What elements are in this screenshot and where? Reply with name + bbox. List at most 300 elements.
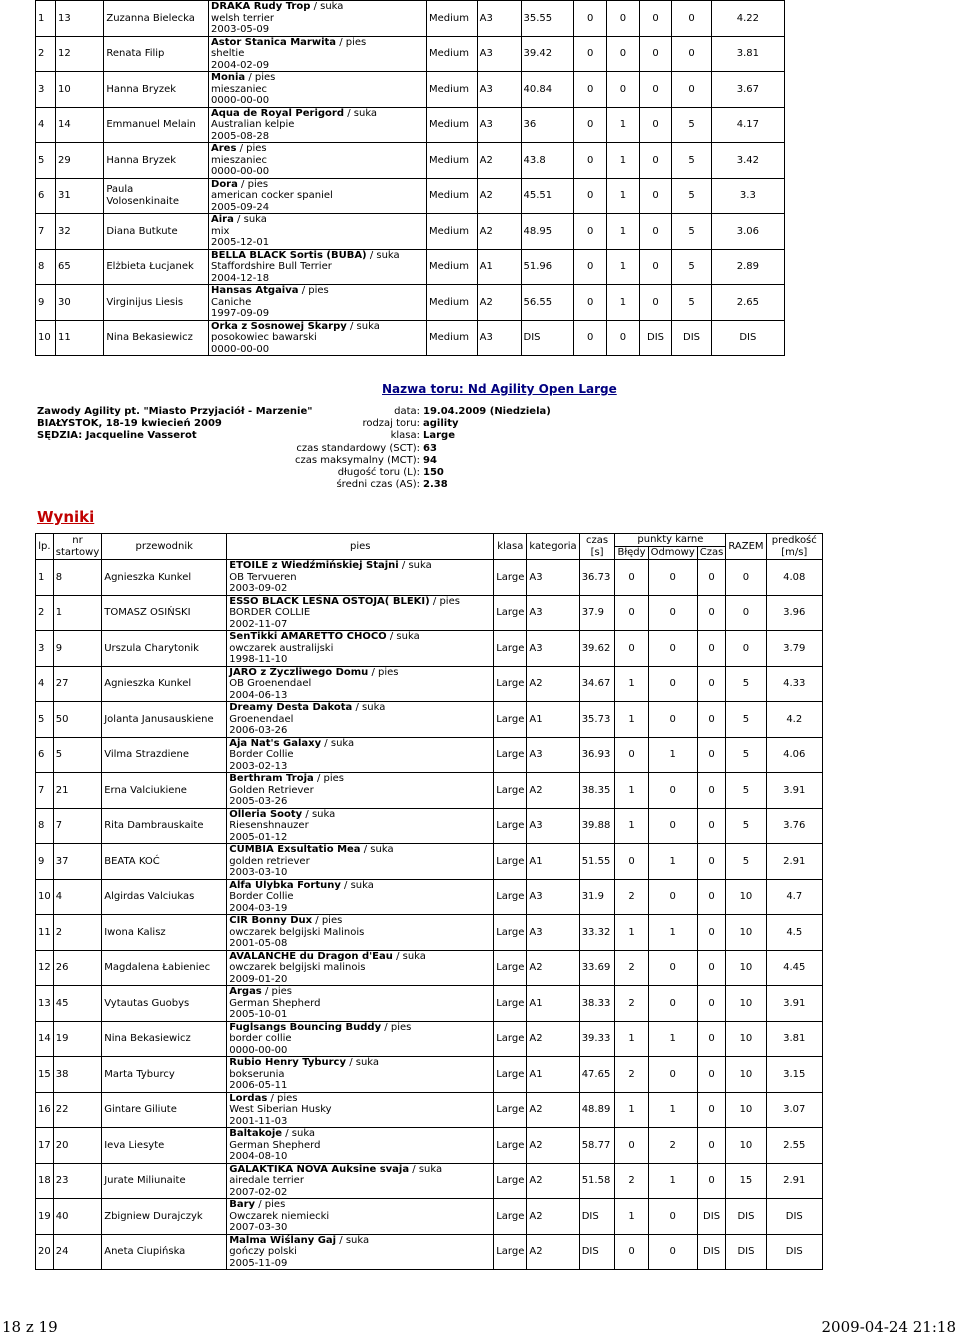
- czas: 51.96: [521, 249, 574, 285]
- dog-cell: Argas / pies German Shepherd 2005-10-01: [227, 986, 494, 1022]
- predkosc: 3.79: [766, 631, 822, 667]
- course-info-label: data:: [394, 406, 420, 417]
- start-number: 27: [53, 666, 102, 702]
- czas: 43.8: [521, 143, 574, 179]
- table-row: [36, 285, 785, 321]
- predkosc: DIS: [711, 320, 784, 356]
- czas-kary: 0: [697, 773, 726, 809]
- dog-cell: Alfa Ulybka Fortuny / suka Border Collie 2004-03-19: [227, 879, 494, 915]
- kategoria: A1: [527, 844, 579, 880]
- start-number: 24: [53, 1234, 102, 1270]
- table-row: [36, 36, 785, 72]
- razem: 5: [726, 702, 766, 738]
- odmowy: 1: [607, 178, 640, 214]
- czas-kary: 0: [639, 1, 672, 37]
- dog-dob: 0000-00-00: [211, 343, 270, 355]
- czas-kary: 0: [697, 986, 726, 1022]
- handler: Elżbieta Łucjanek: [104, 249, 209, 285]
- rank: 14: [36, 1021, 54, 1057]
- handler: BEATA KOĆ: [102, 844, 227, 880]
- kategoria: A1: [527, 1057, 579, 1093]
- dog-sex: pies: [439, 595, 460, 607]
- table-row: [36, 879, 823, 915]
- handler: Aneta Ciupińska: [102, 1234, 227, 1270]
- start-number: 32: [55, 214, 103, 250]
- handler: Vytautas Guobys: [102, 986, 227, 1022]
- dog-cell: CIR Bonny Dux / pies owczarek belgijski Malinois 2001-05-08: [227, 915, 494, 951]
- dog-cell: JARO z Życzliwego Domu / pies OB Groenendael 2004-06-13: [227, 666, 494, 702]
- dog-name: Lordas: [229, 1092, 268, 1104]
- judge-name: SĘDZIA: Jacqueline Vasserot: [37, 430, 197, 441]
- odmowy: 1: [648, 1021, 697, 1057]
- odmowy: 0: [648, 631, 697, 667]
- table-row: [36, 737, 823, 773]
- start-number: 37: [53, 844, 102, 880]
- kategoria: A2: [527, 1092, 579, 1128]
- handler: Iwona Kalisz: [102, 915, 227, 951]
- odmowy: 1: [648, 915, 697, 951]
- handler: Ieva Liesyte: [102, 1128, 227, 1164]
- razem: 5: [726, 844, 766, 880]
- table-row: [36, 560, 823, 596]
- dog-cell: Dora / pies american cocker spaniel 2005-09-24: [209, 178, 427, 214]
- bledy: 0: [574, 285, 607, 321]
- odmowy: 0: [648, 1234, 697, 1270]
- bledy: 0: [574, 36, 607, 72]
- dog-cell: Monia / pies mieszaniec 0000-00-00: [209, 72, 427, 108]
- dog-cell: Aqua de Royal Perigord / suka Australian kelpie 2005-08-28: [209, 107, 427, 143]
- predkosc: 4.22: [711, 1, 784, 37]
- dog-name: BELLA BLACK Sortis (BUBA): [211, 249, 367, 261]
- klasa: Large: [494, 1163, 527, 1199]
- dog-cell: GALAKTIKA NOVA Auksine svaja / suka airedale terrier 2007-02-02: [227, 1163, 494, 1199]
- czas-kary: 0: [639, 178, 672, 214]
- dog-dob: 2005-10-01: [229, 1009, 288, 1020]
- dog-name: Olleria Sooty: [229, 808, 303, 820]
- handler: Marta Tyburcy: [102, 1057, 227, 1093]
- header-czas-kary: Czas: [697, 547, 726, 560]
- czas: 39.42: [521, 36, 574, 72]
- predkosc: 4.08: [766, 560, 822, 596]
- bledy: 1: [615, 1199, 648, 1235]
- predkosc: 3.07: [766, 1092, 822, 1128]
- start-number: 40: [53, 1199, 102, 1235]
- dog-dob: 1998-11-10: [229, 654, 288, 665]
- rank: 7: [36, 214, 56, 250]
- czas: 36: [521, 107, 574, 143]
- dog-dob: 2004-03-19: [229, 902, 288, 914]
- klasa: Large: [494, 737, 527, 773]
- dog-cell: Dreamy Desta Dakota / suka Groenendael 2006-03-26: [227, 702, 494, 738]
- course-info-value: 63: [423, 442, 437, 454]
- kategoria: A1: [527, 702, 579, 738]
- dog-name: Monia: [211, 72, 246, 83]
- dog-dob: 0000-00-00: [211, 166, 270, 177]
- czas-kary: 0: [639, 285, 672, 321]
- header-bledy: Błędy: [615, 547, 648, 560]
- czas: 34.67: [579, 666, 615, 702]
- klasa: Large: [494, 986, 527, 1022]
- table-row: [36, 1021, 823, 1057]
- handler: Hanna Bryzek: [104, 143, 209, 179]
- czas-kary: 0: [697, 1128, 726, 1164]
- dog-cell: DRAKA Rudy Trop / suka welsh terrier 2003-05-09: [209, 1, 427, 37]
- handler: Erna Valciukiene: [102, 773, 227, 809]
- kategoria: A2: [527, 773, 579, 809]
- predkosc: 4.33: [766, 666, 822, 702]
- czas-kary: DIS: [639, 320, 672, 356]
- header-dog: pies: [227, 534, 494, 560]
- dog-name: CIR Bonny Dux: [229, 915, 313, 926]
- start-number: 26: [53, 950, 102, 986]
- czas: 48.89: [579, 1092, 615, 1128]
- course-info-label: czas maksymalny (MCT):: [294, 454, 420, 466]
- table-row: [36, 1057, 823, 1093]
- bledy: 0: [615, 560, 648, 596]
- dog-name: Berthram Troja: [229, 773, 314, 784]
- course-info-value: agility: [423, 418, 459, 430]
- rank: 3: [36, 631, 54, 667]
- rank: 1: [36, 1, 56, 37]
- predkosc: 2.65: [711, 285, 784, 321]
- odmowy: 1: [607, 107, 640, 143]
- predkosc: 4.45: [766, 950, 822, 986]
- odmowy: 1: [607, 285, 640, 321]
- course-info-label: długość toru (L):: [337, 467, 420, 478]
- bledy: 0: [574, 249, 607, 285]
- medium-results-table: [35, 0, 785, 356]
- odmowy: 0: [648, 950, 697, 986]
- course-info-value: Large: [423, 430, 455, 442]
- dog-cell: AVALANCHE du Dragon d'Eau / suka owczarek belgijski malinois 2009-01-20: [227, 950, 494, 986]
- table-row: [36, 915, 823, 951]
- dog-sex: suka: [355, 1057, 380, 1068]
- razem: 10: [726, 879, 766, 915]
- rank: 10: [36, 879, 54, 915]
- razem: 0: [672, 1, 711, 37]
- odmowy: 0: [648, 808, 697, 844]
- dog-breed: airedale terrier: [229, 1175, 304, 1186]
- razem: 10: [726, 1021, 766, 1057]
- dog-breed: Owczarek niemiecki: [229, 1210, 330, 1222]
- dog-sex: suka: [396, 631, 420, 642]
- start-number: 12: [55, 36, 103, 72]
- course-info-value: 94: [423, 454, 437, 466]
- razem: 5: [672, 178, 711, 214]
- rank: 13: [36, 986, 54, 1022]
- large-results-table: [35, 533, 823, 1270]
- dog-cell: Hansas Atgaiva / pies Caniche 1997-09-09: [209, 285, 427, 321]
- rank: 9: [36, 844, 54, 880]
- razem: 5: [726, 737, 766, 773]
- dog-breed: mix: [211, 225, 230, 237]
- dog-name: Hansas Atgaiva: [211, 285, 299, 296]
- table-row: [36, 1234, 823, 1270]
- dog-breed: border collie: [229, 1033, 292, 1044]
- czas: 35.73: [579, 702, 615, 738]
- handler: Nina Bekasiewicz: [102, 1021, 227, 1057]
- czas-kary: 0: [639, 107, 672, 143]
- czas: 47.65: [579, 1057, 615, 1093]
- klasa: Medium: [427, 143, 478, 179]
- start-number: 30: [55, 285, 103, 321]
- bledy: 0: [615, 595, 648, 631]
- table-row: [36, 950, 823, 986]
- dog-dob: 2003-03-10: [229, 867, 288, 878]
- handler: Magdalena Łabieniec: [102, 950, 227, 986]
- kategoria: A1: [527, 986, 579, 1022]
- table-row: [36, 986, 823, 1022]
- predkosc: 3.15: [766, 1057, 822, 1093]
- czas: 51.55: [579, 844, 615, 880]
- start-number: 29: [55, 143, 103, 179]
- predkosc: 3.91: [766, 773, 822, 809]
- rank: 8: [36, 808, 54, 844]
- table-row: [36, 1199, 823, 1235]
- razem: 5: [672, 143, 711, 179]
- odmowy: 0: [648, 702, 697, 738]
- dog-name: Ares: [211, 143, 237, 154]
- czas: 36.73: [579, 560, 615, 596]
- odmowy: 0: [648, 595, 697, 631]
- dog-name: ETOILE z Wiedźmińskiej Stajni: [229, 560, 399, 571]
- kategoria: A2: [527, 1163, 579, 1199]
- dog-breed: Staffordshire Bull Terrier: [211, 261, 332, 272]
- czas: DIS: [579, 1234, 615, 1270]
- czas: 51.58: [579, 1163, 615, 1199]
- dog-dob: 2001-11-03: [229, 1115, 288, 1127]
- czas-kary: 0: [639, 214, 672, 250]
- dog-breed: Caniche: [211, 296, 252, 308]
- event-place: BIAŁYSTOK, 18-19 kwiecień 2009: [37, 418, 222, 429]
- razem: 10: [726, 950, 766, 986]
- bledy: 0: [574, 178, 607, 214]
- klasa: Large: [494, 560, 527, 596]
- dog-cell: Malma Wiślany Gaj / suka gończy polski 2005-11-09: [227, 1234, 494, 1270]
- czas: 35.55: [521, 1, 574, 37]
- dog-dob: 2004-06-13: [229, 689, 288, 701]
- dog-name: Baltakoje: [229, 1128, 283, 1139]
- kategoria: A2: [527, 666, 579, 702]
- klasa: Large: [494, 1128, 527, 1164]
- handler: Jolanta Janusauskiene: [102, 702, 227, 738]
- kategoria: A2: [477, 178, 521, 214]
- odmowy: 0: [607, 320, 640, 356]
- handler: Emmanuel Melain: [104, 107, 209, 143]
- czas: 45.51: [521, 178, 574, 214]
- czas: 38.33: [579, 986, 615, 1022]
- czas-kary: DIS: [697, 1199, 726, 1235]
- razem: 5: [726, 666, 766, 702]
- start-number: 31: [55, 178, 103, 214]
- razem: 10: [726, 915, 766, 951]
- dog-sex: pies: [308, 285, 329, 296]
- dog-cell: Rubio Henry Tyburcy / suka bokserunia 2006-05-11: [227, 1057, 494, 1093]
- dog-dob: 0000-00-00: [211, 95, 270, 106]
- dog-cell: Orka z Sosnowej Skarpy / suka posokowiec bawarski 0000-00-00: [209, 320, 427, 356]
- kategoria: A2: [527, 1128, 579, 1164]
- kategoria: A3: [527, 631, 579, 667]
- dog-name: DRAKA Rudy Trop: [211, 1, 311, 12]
- dog-sex: suka: [376, 249, 400, 261]
- dog-breed: German Shepherd: [229, 1139, 321, 1151]
- klasa: Medium: [427, 1, 478, 37]
- dog-name: Aja Nat's Galaxy: [229, 737, 322, 749]
- dog-sex: suka: [350, 879, 374, 891]
- czas-kary: DIS: [697, 1234, 726, 1270]
- dog-name: Orka z Sosnowej Skarpy: [211, 320, 347, 332]
- handler: Rita Dambrauskaite: [102, 808, 227, 844]
- razem: 10: [726, 1128, 766, 1164]
- handler: Zuzanna Bielecka: [104, 1, 209, 37]
- razem: 0: [726, 631, 766, 667]
- rank: 4: [36, 107, 56, 143]
- dog-dob: 2009-01-20: [229, 973, 288, 985]
- kategoria: A3: [527, 879, 579, 915]
- rank: 1: [36, 560, 54, 596]
- bledy: 2: [615, 986, 648, 1022]
- odmowy: 1: [648, 1092, 697, 1128]
- klasa: Medium: [427, 72, 478, 108]
- dog-breed: owczarek australijski: [229, 642, 334, 654]
- bledy: 1: [615, 666, 648, 702]
- rank: 16: [36, 1092, 54, 1128]
- klasa: Large: [494, 879, 527, 915]
- kategoria: A3: [527, 808, 579, 844]
- dog-breed: golden retriever: [229, 855, 310, 867]
- bledy: 2: [615, 879, 648, 915]
- rank: 15: [36, 1057, 54, 1093]
- dog-breed: German Shepherd: [229, 997, 321, 1009]
- handler: Jurate Miliunaite: [102, 1163, 227, 1199]
- odmowy: 1: [648, 844, 697, 880]
- table-row: [36, 143, 785, 179]
- dog-sex: pies: [264, 1199, 286, 1210]
- kategoria: A2: [527, 950, 579, 986]
- header-razem: RAZEM: [726, 534, 766, 560]
- dog-breed: mieszaniec: [211, 154, 268, 166]
- rank: 8: [36, 249, 56, 285]
- kategoria: A2: [477, 143, 521, 179]
- czas-kary: 0: [697, 631, 726, 667]
- header-lp: lp.: [36, 534, 54, 560]
- dog-sex: suka: [345, 1234, 370, 1246]
- dog-name: CUMBIA Exsultatio Mea: [229, 844, 361, 855]
- razem: 0: [726, 595, 766, 631]
- course-info-label: średni czas (AS):: [336, 479, 420, 491]
- klasa: Large: [494, 1199, 527, 1235]
- dog-dob: 2005-08-28: [211, 130, 270, 142]
- czas-kary: 0: [639, 143, 672, 179]
- rank: 5: [36, 143, 56, 179]
- dog-name: SenTikki AMARETTO CHOCO: [229, 631, 387, 642]
- rank: 19: [36, 1199, 54, 1235]
- header-kategoria: kategoria: [527, 534, 579, 560]
- dog-dob: 2005-09-24: [211, 201, 270, 213]
- dog-cell: Ares / pies mieszaniec 0000-00-00: [209, 143, 427, 179]
- dog-name: Bary: [229, 1199, 256, 1210]
- handler: Agnieszka Kunkel: [102, 666, 227, 702]
- dog-name: GALAKTIKA NOVA Auksine svaja: [229, 1163, 410, 1175]
- course-title[interactable]: Nazwa toru: Nd Agility Open Large: [382, 382, 617, 396]
- odmowy: 1: [607, 143, 640, 179]
- dog-cell: ESSO BLACK LEŚNA OSTOJA( BLEKI) / pies BORDER COLLIE 2002-11-07: [227, 595, 494, 631]
- czas: 38.35: [579, 773, 615, 809]
- handler: Zbigniew Durajczyk: [102, 1199, 227, 1235]
- start-number: 21: [53, 773, 102, 809]
- razem: 0: [726, 560, 766, 596]
- kategoria: A3: [477, 320, 521, 356]
- klasa: Large: [494, 666, 527, 702]
- dog-breed: West Siberian Husky: [229, 1104, 332, 1115]
- dog-dob: 2002-11-07: [229, 618, 288, 630]
- odmowy: 0: [648, 560, 697, 596]
- predkosc: 3.06: [711, 214, 784, 250]
- czas: 36.93: [579, 737, 615, 773]
- dog-dob: 2006-05-11: [229, 1080, 288, 1091]
- razem: 10: [726, 986, 766, 1022]
- handler: Urszula Charytonik: [102, 631, 227, 667]
- klasa: Medium: [427, 107, 478, 143]
- dog-dob: 2007-02-02: [229, 1186, 288, 1198]
- dog-dob: 2003-02-13: [229, 760, 288, 772]
- razem: 5: [672, 249, 711, 285]
- rank: 2: [36, 595, 54, 631]
- klasa: Large: [494, 595, 527, 631]
- bledy: 1: [615, 1092, 648, 1128]
- rank: 4: [36, 666, 54, 702]
- start-number: 2: [53, 915, 102, 951]
- bledy: 0: [574, 320, 607, 356]
- dog-sex: suka: [320, 1, 344, 12]
- table-row: [36, 178, 785, 214]
- klasa: Large: [494, 808, 527, 844]
- table-row: [36, 1163, 823, 1199]
- predkosc: 4.7: [766, 879, 822, 915]
- dog-cell: Lordas / pies West Siberian Husky 2001-11-03: [227, 1092, 494, 1128]
- predkosc: 3.81: [711, 36, 784, 72]
- dog-dob: 2004-12-18: [211, 272, 270, 284]
- start-number: 19: [53, 1021, 102, 1057]
- dog-sex: pies: [345, 36, 367, 48]
- dog-sex: pies: [246, 143, 267, 154]
- bledy: 1: [615, 808, 648, 844]
- predkosc: 3.42: [711, 143, 784, 179]
- czas-kary: 0: [697, 950, 726, 986]
- dog-cell: BELLA BLACK Sortis (BUBA) / suka Staffordshire Bull Terrier 2004-12-18: [209, 249, 427, 285]
- czas: 33.32: [579, 915, 615, 951]
- dog-name: Rubio Henry Tyburcy: [229, 1057, 347, 1068]
- czas-kary: 0: [639, 36, 672, 72]
- rank: 10: [36, 320, 56, 356]
- czas-kary: 0: [697, 1057, 726, 1093]
- dog-breed: Riesenshnauzer: [229, 820, 309, 831]
- dog-cell: SenTikki AMARETTO CHOCO / suka owczarek australijski 1998-11-10: [227, 631, 494, 667]
- table-row: [36, 595, 823, 631]
- kategoria: A2: [527, 1234, 579, 1270]
- handler: Agnieszka Kunkel: [102, 560, 227, 596]
- header-klasa: klasa: [494, 534, 527, 560]
- dog-dob: 1997-09-09: [211, 308, 270, 319]
- start-number: 65: [55, 249, 103, 285]
- dog-dob: 2003-05-09: [211, 24, 270, 35]
- dog-name: Fuglsangs Bouncing Buddy: [229, 1021, 382, 1033]
- rank: 3: [36, 72, 56, 108]
- predkosc: 4.06: [766, 737, 822, 773]
- dog-sex: suka: [370, 844, 394, 855]
- bledy: 0: [615, 631, 648, 667]
- dog-cell: Berthram Troja / pies Golden Retriever 2005-03-26: [227, 773, 494, 809]
